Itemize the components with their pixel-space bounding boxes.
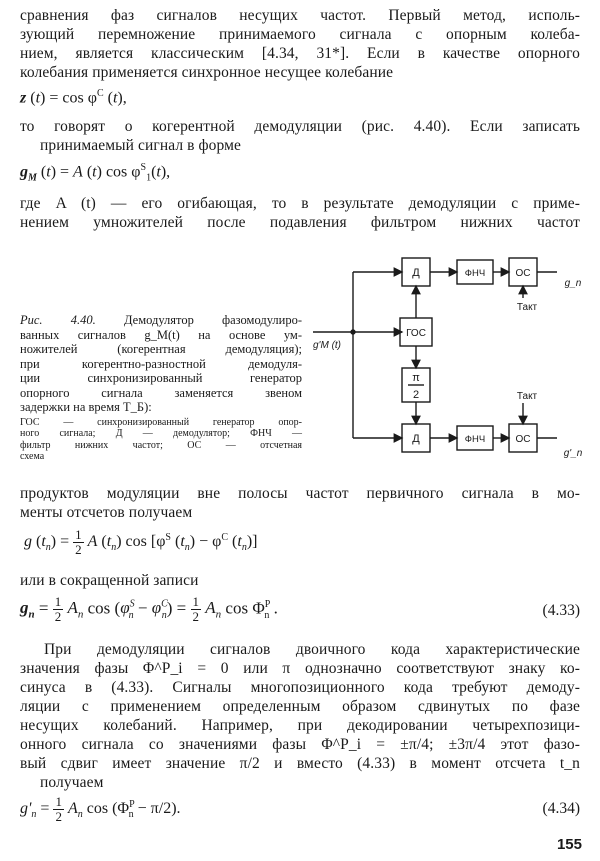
- label-d-top: Д: [412, 267, 420, 279]
- eq-part: ) =: [166, 598, 191, 618]
- equation-number-4-34: (4.34): [542, 800, 580, 817]
- eq-symbol: $t_n$: [106, 533, 117, 554]
- caption-line: при когерентно-разностной демодуля-: [20, 356, 302, 371]
- eq-symbol: A: [87, 533, 98, 551]
- block-diagram-svg: [305, 248, 595, 478]
- page-number: 155: [556, 836, 582, 853]
- eq-symbol: $t_n$: [237, 533, 247, 554]
- eq-part: (: [170, 533, 181, 551]
- text-line: колебания применяется синхронное несущее колебание: [20, 64, 394, 81]
- label-d-bottom: Д: [412, 433, 420, 445]
- eq-part: (: [228, 533, 238, 551]
- label-shift-den: 2: [412, 389, 420, 401]
- eq-symbol: $g_n$: [20, 598, 35, 621]
- eq-sub: M: [28, 172, 37, 184]
- text-line: синуса в (4.33). Сигналы многопозиционного кода требуют демоду-: [20, 679, 580, 696]
- eq-sup: C: [96, 88, 104, 99]
- eq-sub: 1: [146, 172, 152, 184]
- label-input: g'M (t): [312, 340, 342, 351]
- caption-text: Демодулятор фазомодулиро-: [123, 313, 303, 327]
- label-fnch-bottom: ФНЧ: [464, 434, 486, 445]
- eq-symbol: $A_n$: [67, 598, 84, 621]
- equation-gn-prime: [20, 795, 181, 824]
- legend-line: ного сигнала; Д — демодулятор; ФНЧ —: [20, 428, 302, 439]
- eq-part: (: [36, 163, 47, 181]
- eq-symbol: g: [20, 163, 28, 181]
- paragraph-5: [20, 571, 198, 590]
- eq-part: (: [26, 89, 36, 107]
- eq-symbol: $\varphi^S_n$: [120, 598, 135, 621]
- equation-gn: [20, 595, 278, 624]
- eq-part: cos (Φ: [82, 800, 130, 818]
- eq-symbol: z: [20, 89, 27, 107]
- figure-legend: [20, 417, 302, 463]
- text-line: менты отсчетов получаем: [20, 504, 193, 521]
- paragraph-1: [20, 6, 580, 82]
- eq-sub: n: [128, 809, 134, 821]
- label-clock-bottom: Такт: [516, 391, 538, 402]
- eq-symbol: $g'_n$: [20, 800, 37, 821]
- eq-part: .: [269, 598, 278, 618]
- text-line: нием, является классическим [4.34, 31*]. Если в качестве опорного: [20, 45, 580, 62]
- text-line: где A (t) — его огибающая, то в результате демодуляции с приме-: [20, 195, 580, 212]
- eq-part: ) =: [50, 533, 74, 551]
- caption-label: Рис. 4.40.: [20, 313, 96, 327]
- text-line: принимаемый сигнал в форме: [40, 137, 242, 154]
- text-line: продуктов модуляции вне полосы частот первичного сигнала в мо-: [20, 485, 580, 502]
- eq-part: =: [34, 598, 53, 618]
- eq-symbol: t: [112, 89, 118, 107]
- eq-symbol: $A_n$: [205, 598, 222, 621]
- eq-part: ) = cos φ: [40, 89, 97, 107]
- label-output-bottom: g'_n: [563, 448, 583, 459]
- text-line: вый сдвиг имеет значение π/2 и вместо (4.33) в момент отсчета t_n: [20, 755, 580, 772]
- eq-part: (: [32, 533, 42, 551]
- eq-part: cos (: [83, 598, 121, 618]
- caption-line: задержки на время T_Б):: [20, 400, 152, 414]
- text-line: онного сигнала со значениями фазы Φ^P_i = ±π/4; ±3π/4 этот фазо-: [20, 736, 580, 753]
- text-line: несущих колебаний. Например, при декодировании четырехпозици-: [20, 717, 580, 734]
- eq-part: ),: [160, 163, 171, 181]
- equation-gm: [20, 162, 170, 184]
- paragraph-4: [20, 484, 580, 522]
- eq-fraction: $\frac{1}{2}$: [54, 594, 62, 624]
- label-gos: ГОС: [406, 328, 426, 339]
- eq-sup: C: [221, 531, 229, 543]
- eq-part: (: [97, 533, 107, 551]
- label-os-top: ОС: [515, 268, 531, 279]
- block-diagram: [305, 248, 595, 478]
- eq-symbol: $t_n$: [41, 533, 51, 554]
- eq-sub: n: [264, 609, 270, 621]
- label-fnch-top: ФНЧ: [464, 268, 486, 279]
- text-line: нением умножителей после подавления фильтром нижних частот: [20, 214, 580, 231]
- equation-number-4-33: (4.33): [542, 602, 580, 619]
- eq-symbol: $\varphi^C_n$: [151, 598, 168, 621]
- eq-fraction: $\frac{1}{2}$: [55, 794, 62, 824]
- equation-z: [20, 88, 127, 107]
- text-line: сравнения фаз сигналов несущих частот. Первый метод, исполь-: [20, 7, 580, 24]
- eq-part: ) =: [50, 163, 74, 181]
- legend-line: схема: [20, 451, 45, 462]
- eq-fraction: $\frac{1}{2}$: [75, 527, 82, 557]
- figure-caption: [20, 313, 302, 463]
- label-output-top: g_n: [564, 278, 582, 289]
- eq-part: (: [82, 163, 93, 181]
- caption-line: ванных сигналов g_M(t) на основе ум-: [20, 327, 302, 342]
- eq-part: )]: [246, 533, 258, 551]
- eq-part: − π/2).: [133, 800, 181, 818]
- text-line: ляции с применением определенным образом сдвинутых по фазе: [20, 698, 580, 715]
- eq-symbol: t: [35, 89, 41, 107]
- eq-sup: P: [129, 798, 135, 810]
- eq-symbol: A: [73, 163, 83, 181]
- label-shift-num: π: [412, 372, 420, 384]
- text-line: получаем: [40, 774, 104, 791]
- eq-part: ) cos φ: [96, 163, 141, 181]
- eq-part: =: [36, 800, 54, 818]
- equation-g-tn: [24, 528, 257, 568]
- eq-part: −: [133, 598, 152, 618]
- eq-symbol: t: [156, 163, 161, 181]
- text-line: значения фазы Φ^P_i = 0 или π однозначно соответствуют знаку ко-: [20, 660, 580, 677]
- eq-symbol: g: [24, 533, 32, 551]
- eq-part: ),: [117, 89, 127, 107]
- eq-sup: S: [140, 162, 147, 173]
- eq-symbol: $A_n$: [67, 800, 83, 821]
- eq-part: (: [151, 163, 157, 181]
- caption-line: ции синхронизированный генератор: [20, 371, 302, 385]
- eq-sup: P: [264, 598, 271, 610]
- eq-symbol: t: [92, 163, 97, 181]
- eq-sup: S: [165, 531, 171, 543]
- legend-line: ГОС — синхронизированный генератор опор-: [20, 416, 302, 428]
- eq-part: ) − φ: [189, 533, 222, 551]
- caption-line: ножителей (когерентная демодуляция);: [20, 342, 302, 356]
- paragraph-6: [20, 640, 580, 792]
- eq-part: cos Φ: [221, 598, 265, 618]
- text-line: зующий перемножение принимаемого сигнала с опорным колеба-: [20, 26, 580, 43]
- paragraph-3: [20, 194, 580, 232]
- paragraph-2: [20, 117, 580, 155]
- eq-symbol: $t_n$: [180, 533, 190, 554]
- caption-line: опорного сигнала заменяется звеном: [20, 385, 302, 400]
- eq-part: (: [103, 89, 113, 107]
- text-line: или в сокращенной записи: [20, 572, 199, 589]
- eq-symbol: t: [46, 163, 51, 181]
- label-clock-top: Такт: [516, 302, 538, 313]
- text-line: то говорят о когерентной демодуляции (рис. 4.40). Если записать: [20, 118, 580, 135]
- caption-line: [20, 313, 302, 328]
- text-line: При демодуляции сигналов двоичного кода характеристические: [44, 641, 580, 658]
- eq-part: ) cos [φ: [116, 533, 166, 551]
- eq-fraction: $\frac{1}{2}$: [192, 594, 200, 624]
- legend-line: фильтр нижних частот; ОС — отсчетная: [20, 439, 302, 451]
- label-os-bottom: ОС: [515, 434, 531, 445]
